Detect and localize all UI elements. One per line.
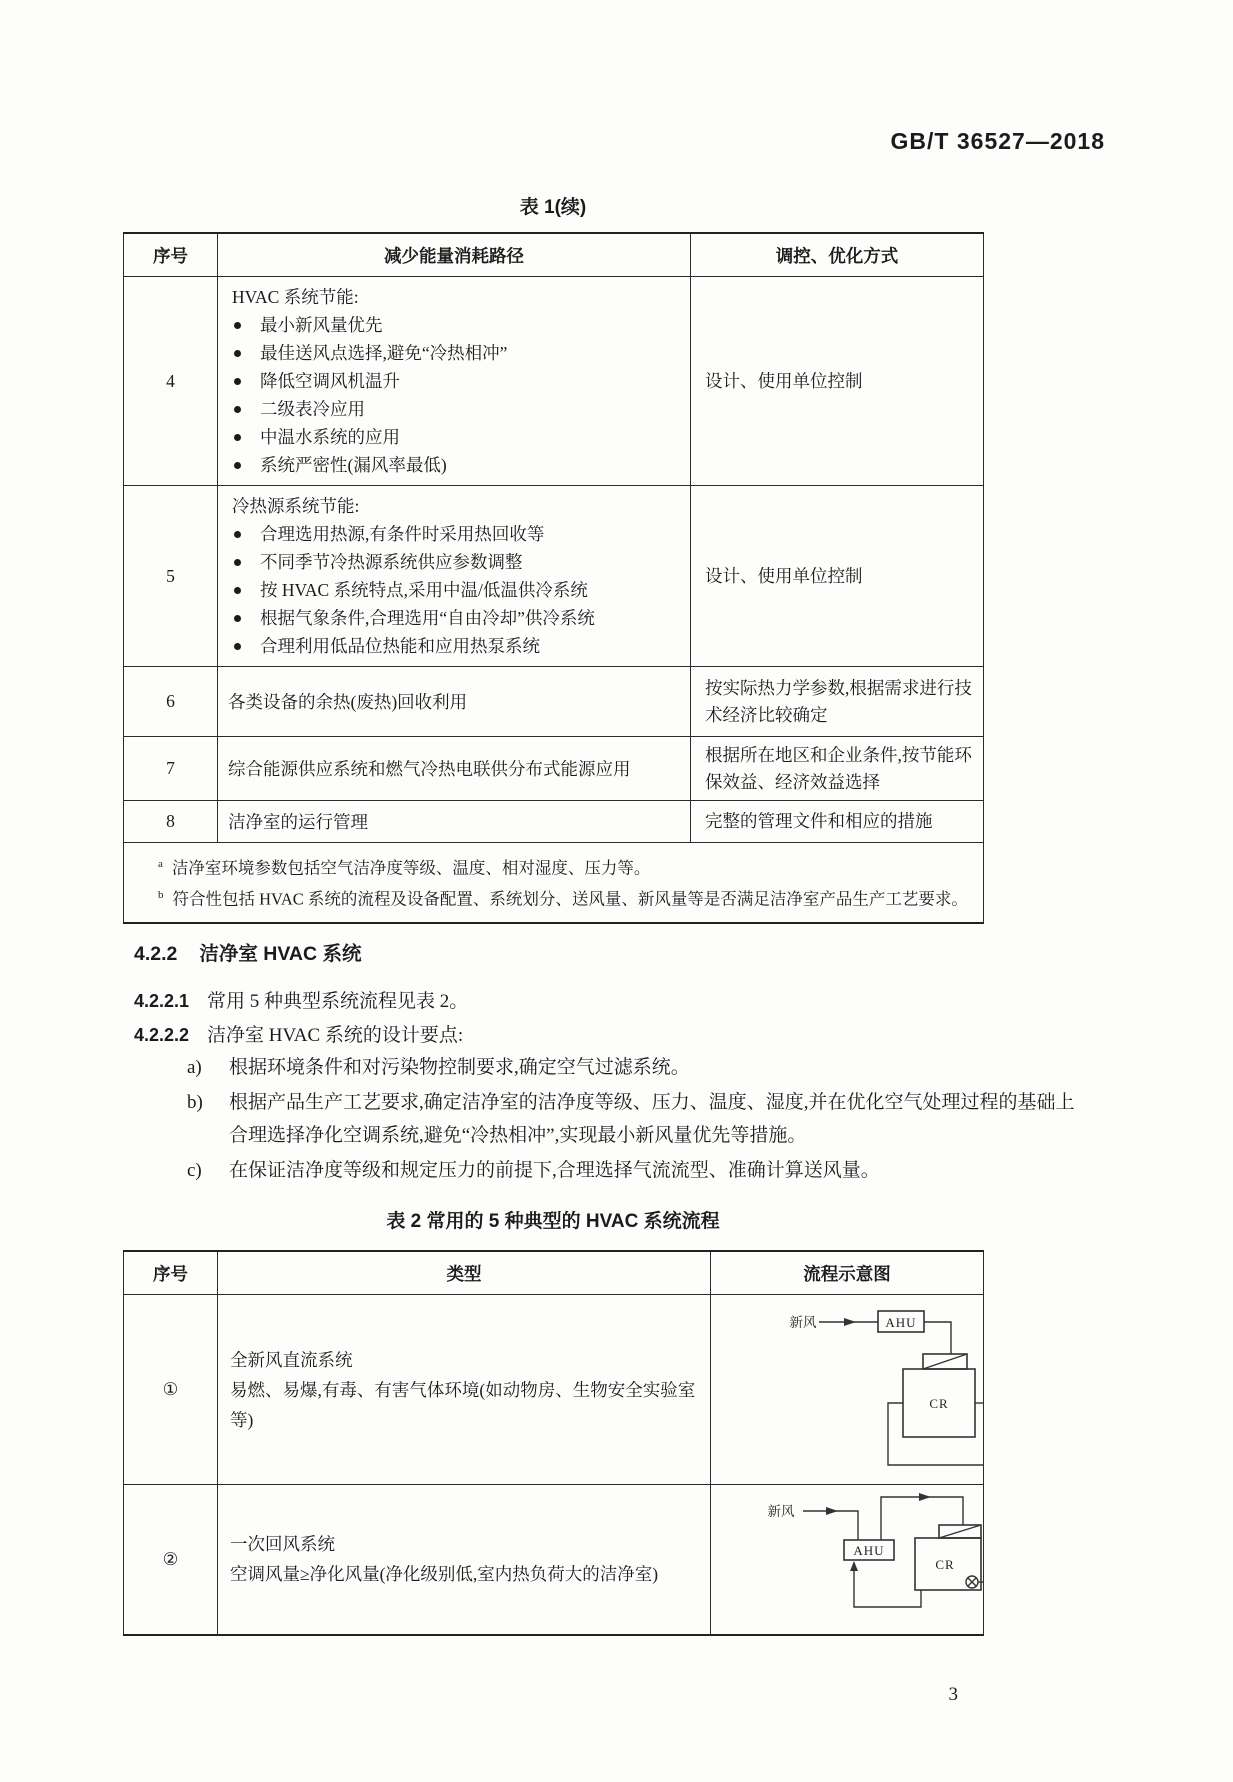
page-number: 3 xyxy=(948,1684,958,1705)
method-text: 设计、使用单位控制 xyxy=(691,277,984,486)
method-text: 根据所在地区和企业条件,按节能环保效益、经济效益选择 xyxy=(691,737,984,801)
table2-col-no: 序号 xyxy=(124,1251,218,1295)
table1-row-8 xyxy=(124,801,984,843)
bullet-dot-icon xyxy=(234,434,241,441)
path-title: 综合能源供应系统和燃气冷热电联供分布式能源应用 xyxy=(218,737,691,801)
bullet-item: 按 HVAC 系统特点,采用中温/低温供冷系统 xyxy=(228,576,682,604)
bullet-item: 合理选用热源,有条件时采用热回收等 xyxy=(228,520,682,548)
system-type-desc: 空调风量≥净化风量(净化级别低,室内热负荷大的洁净室) xyxy=(230,1564,659,1585)
table2-header-row xyxy=(124,1251,984,1295)
ahu-label: AHU xyxy=(853,1543,885,1559)
bullet-item: 降低空调风机温升 xyxy=(228,367,682,395)
arrow-icon xyxy=(826,1507,838,1515)
fresh-air-label: 新风 xyxy=(789,1314,817,1330)
bullet-dot-icon xyxy=(234,350,241,357)
bullet-dot-icon xyxy=(234,615,241,622)
path-title: 各类设备的余热(废热)回收利用 xyxy=(218,667,691,737)
fresh-air-label: 新风 xyxy=(767,1504,795,1520)
table1-row-4 xyxy=(124,277,984,486)
bullet-dot-icon xyxy=(234,531,241,538)
bullet-item: 最小新风量优先 xyxy=(228,311,682,339)
list-item-a: a) 根据环境条件和对污染物控制要求,确定空气过滤系统。 xyxy=(187,1057,690,1078)
bullet-dot-icon xyxy=(234,406,241,413)
bullet-dot-icon xyxy=(234,559,241,566)
table1-row-7 xyxy=(124,737,984,801)
table1-footnote-row xyxy=(124,843,984,924)
table2-title: 表 2 常用的 5 种典型的 HVAC 系统流程 xyxy=(386,1211,720,1232)
table1-col-path: 减少能量消耗路径 xyxy=(218,233,691,277)
bullet-dot-icon xyxy=(234,322,241,329)
flow-diagram-primary-return-air xyxy=(711,1485,984,1633)
method-text: 设计、使用单位控制 xyxy=(691,486,984,667)
bullet-dot-icon xyxy=(234,587,241,594)
footnote-b: $^b$ 符合性包括 HVAC 系统的流程及设备配置、系统划分、送风量、新风量等是否满足洁净室产品生产工艺要求。 xyxy=(158,888,968,908)
bullet-item: 不同季节冷热源系统供应参数调整 xyxy=(228,548,682,576)
clause-4222: 4.2.2.2 洁净室 HVAC 系统的设计要点: xyxy=(134,1025,464,1046)
row-no: 7 xyxy=(124,737,218,801)
footnote-marker: b xyxy=(158,888,164,901)
system-type-title: 一次回风系统 xyxy=(230,1534,335,1555)
bullet-dot-icon xyxy=(234,643,241,650)
bullet-item: 合理利用低品位热能和应用热泵系统 xyxy=(228,632,682,660)
bullet-item: 最佳送风点选择,避免“冷热相冲” xyxy=(228,339,682,367)
arrow-icon xyxy=(850,1561,858,1571)
list-item-c: c) 在保证洁净度等级和规定压力的前提下,合理选择气流流型、准确计算送风量。 xyxy=(187,1160,880,1181)
table1 xyxy=(123,232,984,924)
bullet-item: 系统严密性(漏风率最低) xyxy=(228,451,682,479)
bullet-dot-icon xyxy=(234,378,241,385)
table1-header-row xyxy=(124,233,984,277)
footnote-a: $^a$ 洁净室环境参数包括空气洁净度等级、温度、相对湿度、压力等。 xyxy=(158,858,651,878)
path-title: 洁净室的运行管理 xyxy=(218,801,691,843)
table2-col-diagram: 流程示意图 xyxy=(711,1251,984,1295)
bullet-item: 根据气象条件,合理选用“自由冷却”供冷系统 xyxy=(228,604,682,632)
system-type-title: 全新风直流系统 xyxy=(230,1349,353,1370)
row-no: ② xyxy=(124,1485,218,1635)
cleanroom-label: CR xyxy=(929,1395,949,1411)
arrow-icon xyxy=(919,1493,931,1501)
row-no: ① xyxy=(124,1295,218,1485)
table2-row-2 xyxy=(124,1485,984,1635)
section-heading-text: 洁净室 HVAC 系统 xyxy=(199,943,362,965)
table2-row-1 xyxy=(124,1295,984,1485)
section-heading-number: 4.2.2 xyxy=(134,943,178,965)
table1-title: 表 1(续) xyxy=(519,197,587,218)
row-no: 5 xyxy=(124,486,218,667)
system-type-desc: 易燃、易爆,有毒、有害气体环境(如动物房、生物安全实验室等) xyxy=(230,1379,696,1430)
path-title: 冷热源系统节能: xyxy=(232,496,360,516)
row-no: 8 xyxy=(124,801,218,843)
table1-row-5 xyxy=(124,486,984,667)
table2-col-type: 类型 xyxy=(218,1251,711,1295)
cleanroom-label: CR xyxy=(935,1557,955,1573)
bullet-item: 二级表冷应用 xyxy=(228,395,682,423)
list-item-b: b) 根据产品生产工艺要求,确定洁净室的洁净度等级、压力、温度、湿度,并在优化空气处理过程的基础上合理选择净化空调系统,避免“冷热相冲”,实现最小新风量优先等措施。 xyxy=(187,1092,1075,1146)
path-title: HVAC 系统节能: xyxy=(232,287,359,307)
ahu-label: AHU xyxy=(885,1314,917,1330)
arrow-icon xyxy=(844,1318,856,1326)
row-no: 4 xyxy=(124,277,218,486)
flow-diagram-full-fresh-air xyxy=(711,1297,984,1483)
clause-4221: 4.2.2.1 常用 5 种典型系统流程见表 2。 xyxy=(134,991,469,1012)
table2 xyxy=(123,1250,984,1636)
footnote-marker: a xyxy=(158,858,163,870)
table1-col-no: 序号 xyxy=(124,233,218,277)
row-no: 6 xyxy=(124,667,218,737)
table1-row-6 xyxy=(124,667,984,737)
bullet-item: 中温水系统的应用 xyxy=(228,423,682,451)
method-text: 完整的管理文件和相应的措施 xyxy=(691,801,984,843)
table1-col-method: 调控、优化方式 xyxy=(691,233,984,277)
bullet-dot-icon xyxy=(234,462,241,469)
method-text: 按实际热力学参数,根据需求进行技术经济比较确定 xyxy=(691,667,984,737)
standard-code-header: GB/T 36527—2018 xyxy=(890,128,1105,154)
section-heading xyxy=(134,938,362,966)
